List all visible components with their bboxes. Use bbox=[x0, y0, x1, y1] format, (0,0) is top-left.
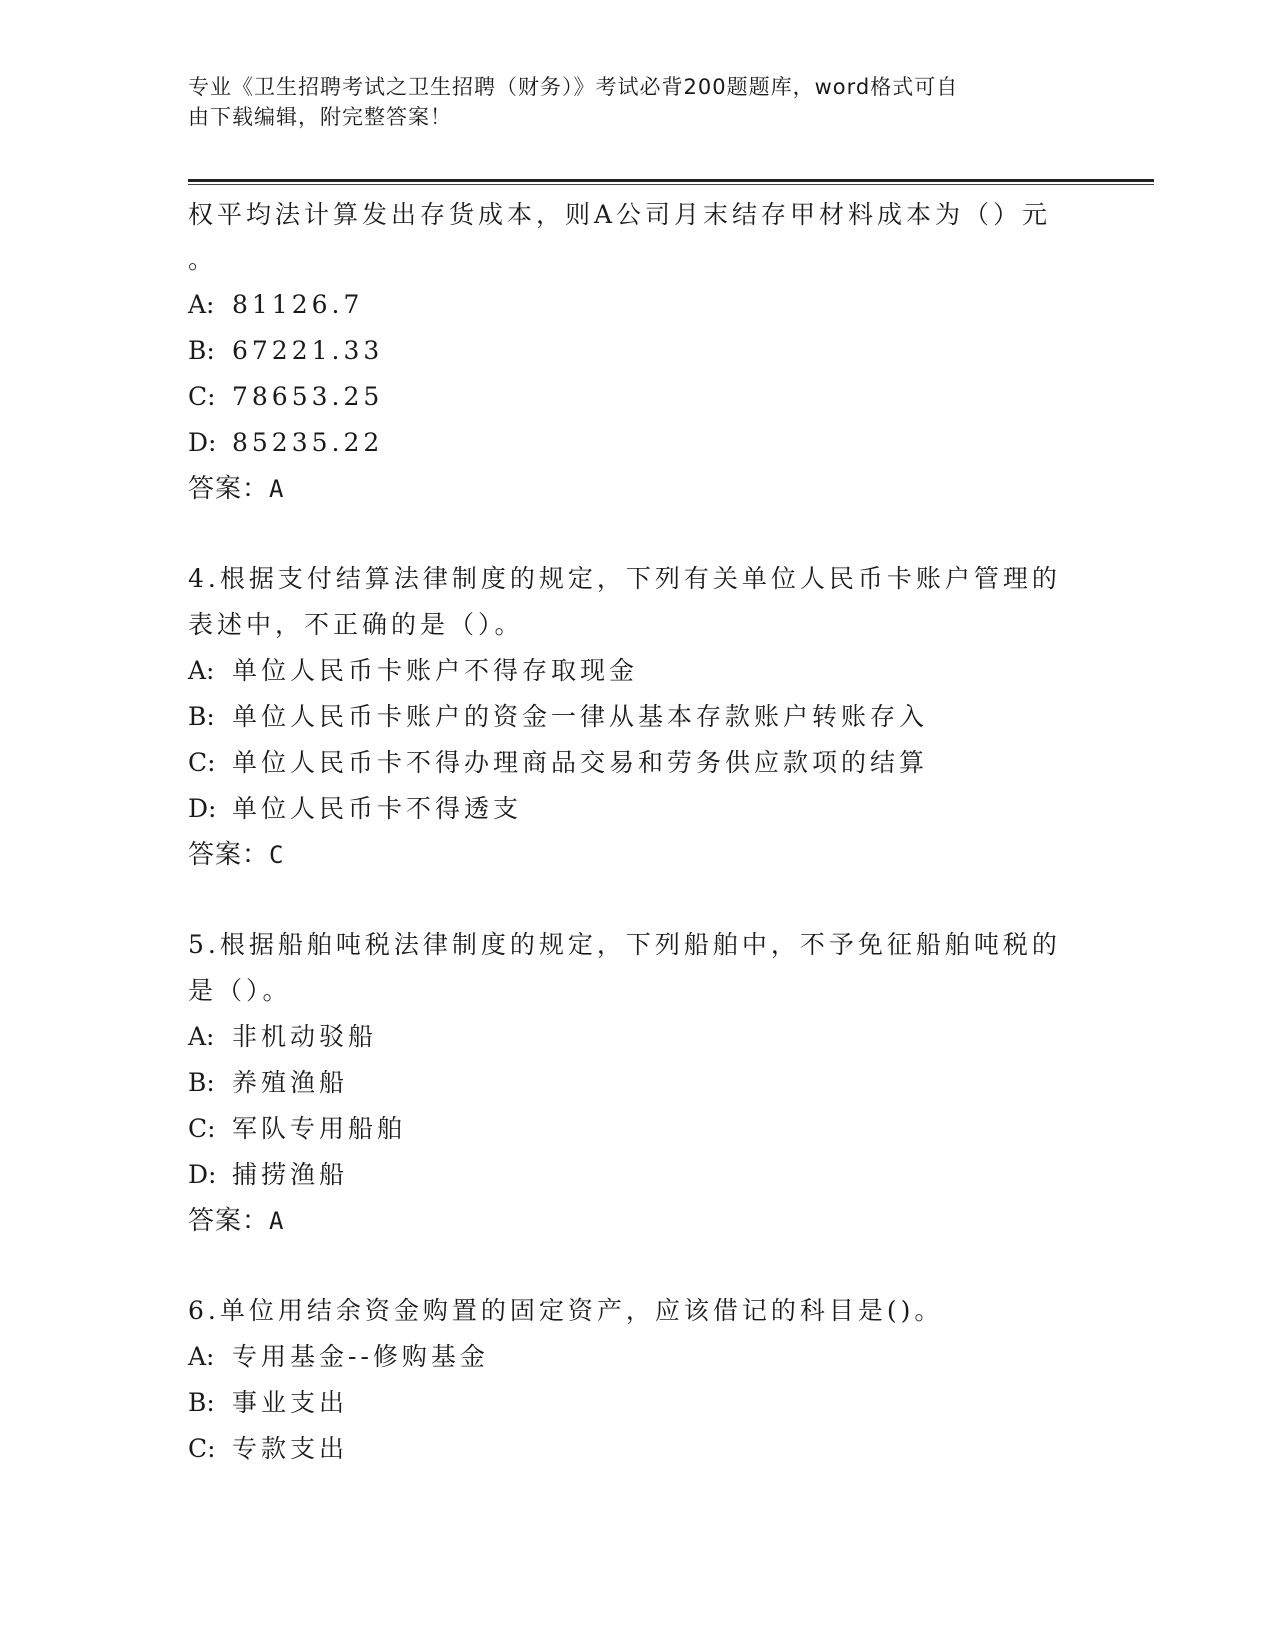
option-key: A: bbox=[188, 656, 215, 685]
option-key: D: bbox=[188, 1160, 217, 1189]
question-5-option-d bbox=[188, 1152, 1068, 1198]
answer-value: C bbox=[269, 841, 285, 869]
question-6-option-a bbox=[188, 1334, 1068, 1380]
question-6 bbox=[188, 1288, 1068, 1472]
option-key: A: bbox=[188, 1342, 215, 1371]
question-5-answer bbox=[188, 1198, 1068, 1244]
option-key: B: bbox=[188, 1388, 215, 1417]
option-text: 捕捞渔船 bbox=[232, 1160, 349, 1189]
option-text: 81126.7 bbox=[232, 290, 364, 319]
header-line-1: 专业《卫生招聘考试之卫生招聘（财务）》考试必背200题题库，word格式可自 bbox=[188, 75, 959, 99]
question-5-option-b bbox=[188, 1060, 1068, 1106]
question-4-option-d bbox=[188, 786, 1068, 832]
question-6-stem-line-1: 6.单位用结余资金购置的固定资产，应该借记的科目是()。 bbox=[188, 1296, 944, 1325]
question-5 bbox=[188, 922, 1068, 1244]
option-text: 事业支出 bbox=[232, 1388, 349, 1417]
question-list bbox=[188, 192, 1068, 1472]
option-key: B: bbox=[188, 1068, 215, 1097]
answer-label: 答案： bbox=[188, 840, 270, 870]
question-3-option-b bbox=[188, 328, 1068, 374]
option-key: B: bbox=[188, 702, 215, 731]
option-text: 养殖渔船 bbox=[232, 1068, 349, 1097]
option-text: 67221.33 bbox=[232, 336, 384, 365]
question-5-stem-line-1: 5.根据船舶吨税法律制度的规定，下列船舶中，不予免征船舶吨税的 bbox=[188, 930, 1061, 959]
option-text: 单位人民币卡账户不得存取现金 bbox=[232, 656, 639, 685]
question-4-stem-line-1: 4.根据支付结算法律制度的规定，下列有关单位人民币卡账户管理的 bbox=[188, 564, 1061, 593]
question-5-option-a bbox=[188, 1014, 1068, 1060]
header-line-2: 由下载编辑，附完整答案！ bbox=[188, 105, 452, 129]
question-3-option-c bbox=[188, 374, 1068, 420]
option-key: C: bbox=[188, 1434, 216, 1463]
question-4-option-a bbox=[188, 648, 1068, 694]
question-5-option-c bbox=[188, 1106, 1068, 1152]
option-key: C: bbox=[188, 382, 216, 411]
question-3-answer bbox=[188, 466, 1068, 512]
option-text: 专款支出 bbox=[232, 1434, 349, 1463]
answer-value: A bbox=[269, 475, 285, 503]
option-key: A: bbox=[188, 290, 215, 319]
answer-label: 答案： bbox=[188, 1206, 270, 1236]
option-text: 非机动驳船 bbox=[232, 1022, 378, 1051]
option-text: 单位人民币卡不得办理商品交易和劳务供应款项的结算 bbox=[232, 748, 929, 777]
option-text: 军队专用船舶 bbox=[232, 1114, 407, 1143]
option-text: 单位人民币卡不得透支 bbox=[232, 794, 523, 823]
option-key: B: bbox=[188, 336, 215, 365]
question-4-option-b bbox=[188, 694, 1068, 740]
question-3-stem-line-2: 。 bbox=[188, 245, 218, 274]
option-key: C: bbox=[188, 1114, 216, 1143]
option-key: A: bbox=[188, 1022, 215, 1051]
option-key: C: bbox=[188, 748, 216, 777]
question-3-option-d bbox=[188, 420, 1068, 466]
question-4-answer bbox=[188, 832, 1068, 878]
option-text: 78653.25 bbox=[232, 382, 384, 411]
header-divider-thick bbox=[188, 179, 1154, 182]
question-5-stem-line-2: 是（）。 bbox=[188, 976, 292, 1005]
question-6-option-b bbox=[188, 1380, 1068, 1426]
option-key: D: bbox=[188, 794, 217, 823]
answer-label: 答案： bbox=[188, 474, 270, 504]
document-header bbox=[188, 72, 1068, 132]
option-text: 85235.22 bbox=[232, 428, 384, 457]
question-3-stem-line-1: 权平均法计算发出存货成本，则A公司月末结存甲材料成本为（）元 bbox=[188, 200, 1052, 229]
question-3 bbox=[188, 192, 1068, 512]
question-4-stem-line-2: 表述中，不正确的是（）。 bbox=[188, 610, 524, 639]
question-4 bbox=[188, 556, 1068, 878]
option-key: D: bbox=[188, 428, 217, 457]
header-divider-thin bbox=[188, 184, 1154, 185]
option-text: 专用基金--修购基金 bbox=[232, 1342, 489, 1371]
question-3-option-a bbox=[188, 282, 1068, 328]
question-4-option-c bbox=[188, 740, 1068, 786]
option-text: 单位人民币卡账户的资金一律从基本存款账户转账存入 bbox=[232, 702, 929, 731]
question-6-option-c bbox=[188, 1426, 1068, 1472]
answer-value: A bbox=[269, 1207, 285, 1235]
